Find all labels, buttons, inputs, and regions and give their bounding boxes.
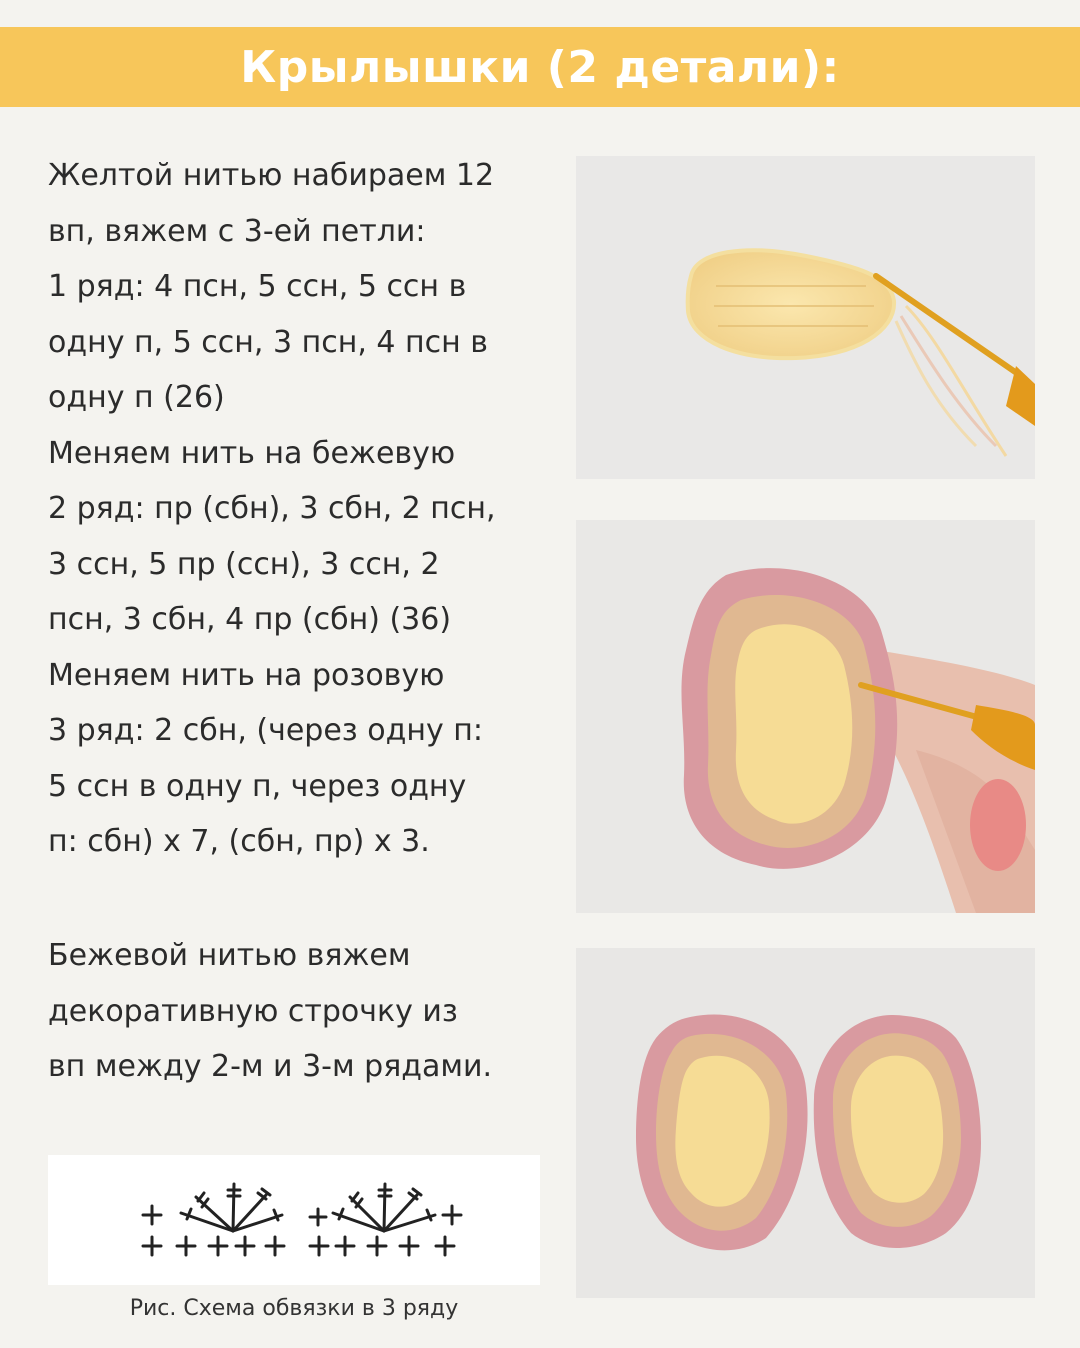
fan-1 [181, 1184, 282, 1231]
page-title: Крылышки (2 детали): [240, 41, 840, 93]
photo-step-1 [576, 156, 1035, 479]
sc-plus-row [143, 1237, 454, 1255]
instruction-line: 3 ссн, 5 пр (ссн), 3 ссн, 2 [48, 546, 440, 582]
instruction-line: одну п, 5 ссн, 3 псн, 4 псн в [48, 324, 488, 360]
instructions-text [48, 148, 558, 870]
two-wings-illustration [576, 948, 1035, 1298]
yellow-oval-illustration [576, 156, 1035, 479]
instruction-line: псн, 3 сбн, 4 пр (сбн) (36) [48, 602, 452, 637]
decorative-note [48, 928, 558, 1095]
crochet-symbols-svg [48, 1155, 540, 1285]
wing-in-hand-illustration [576, 520, 1035, 913]
note-line: декоративную строчку из [48, 993, 458, 1029]
instruction-line: 3 ряд: 2 сбн, (через одну п: [48, 713, 483, 748]
title-banner [0, 27, 1080, 107]
left-wing [636, 1014, 808, 1250]
instruction-line: 1 ряд: 4 псн, 5 ссн, 5 ссн в [48, 269, 467, 304]
instruction-line: одну п (26) [48, 380, 225, 415]
crochet-chart [48, 1155, 540, 1285]
note-line: Бежевой нитью вяжем [48, 938, 411, 973]
instruction-line: вп, вяжем с 3-ей петли: [48, 213, 426, 249]
diagram-caption: Рис. Схема обвязки в 3 ряду [129, 1296, 459, 1321]
fan-2 [333, 1184, 435, 1231]
photo-finished [576, 948, 1035, 1298]
photo-step-2 [576, 520, 1035, 913]
instruction-line: 5 ссн в одну п, через одну [48, 768, 467, 804]
right-wing [814, 1015, 981, 1248]
note-line: вп между 2-м и 3-м рядами. [48, 1049, 493, 1084]
instruction-line: Меняем нить на розовую [48, 657, 445, 693]
instruction-line: п: сбн) x 7, (сбн, пр) x 3. [48, 824, 430, 859]
instruction-line: 2 ряд: пр (сбн), 3 сбн, 2 псн, [48, 491, 496, 526]
instruction-line: Меняем нить на бежевую [48, 435, 456, 471]
instruction-line: Желтой нитью набираем 12 [48, 158, 495, 193]
